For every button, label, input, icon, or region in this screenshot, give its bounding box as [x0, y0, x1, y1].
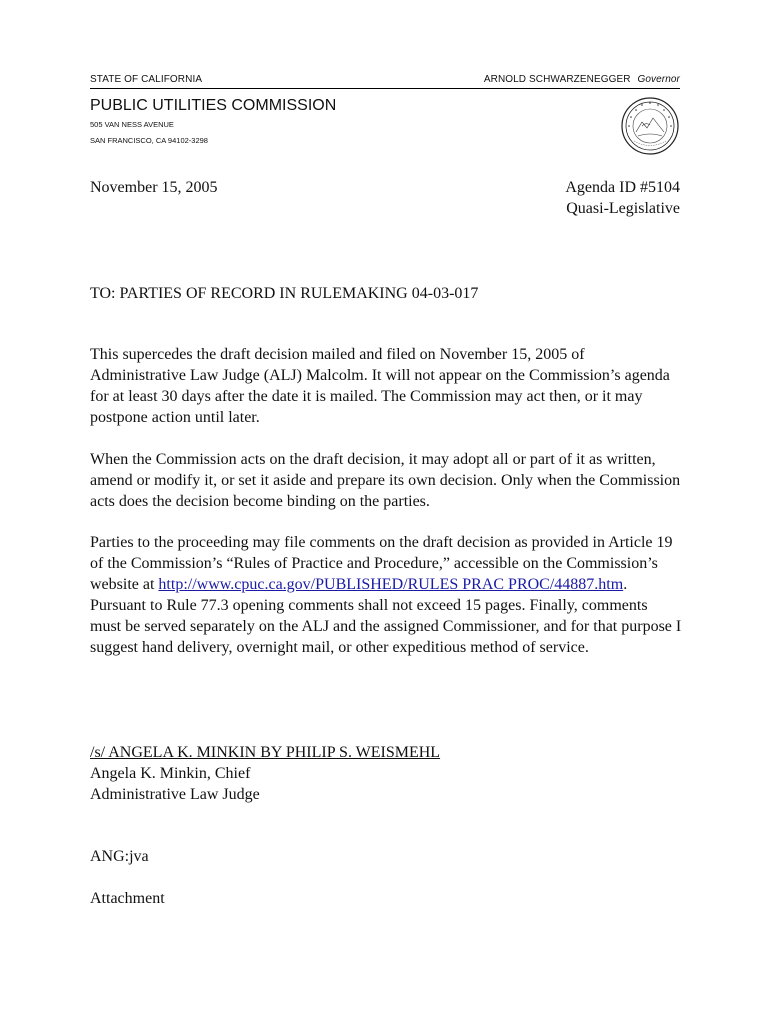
address-line-1: 505 VAN NESS AVENUE — [90, 120, 174, 129]
agenda-id: Agenda ID #5104 — [565, 179, 680, 196]
governor-name: ARNOLD SCHWARZENEGGER — [483, 74, 631, 85]
address-line-2: SAN FRANCISCO, CA 94102-3298 — [90, 136, 208, 145]
to-line: TO: PARTIES OF RECORD IN RULEMAKING 04-03-017 — [90, 285, 479, 302]
attachment-label: Attachment — [90, 890, 165, 907]
governor-line — [484, 74, 680, 85]
initials: ANG:jva — [90, 848, 149, 865]
letter-date: November 15, 2005 — [90, 179, 218, 196]
paragraph-1: This supercedes the draft decision mailed and filed on November 15, 2005 of Administrative Law Judge (ALJ) Malcolm. It will not appear on the Commission’s agenda for at least 30 days after the date it is mailed. The Commission may act then, or it may postpone action until later. — [90, 346, 670, 426]
signer-title: Administrative Law Judge — [90, 786, 260, 803]
state-label: STATE OF CALIFORNIA — [90, 74, 203, 85]
paragraph-3-text-a: Parties to the proceeding may file comments on the draft decision as provided in Article 19 of the Commission’s “Rules of Practice and Procedure,” accessible on the Commission’s website at — [90, 534, 673, 593]
proceeding-type: Quasi-Legislative — [566, 200, 680, 217]
governor-title: Governor — [637, 74, 680, 85]
paragraph-2: When the Commission acts on the draft decision, it may adopt all or part of it as written, amend or modify it, or set it aside and prepare its own decision. Only when the Commission acts does the decision become binding on the parties. — [90, 451, 681, 510]
rules-link[interactable]: http://www.cpuc.ca.gov/PUBLISHED/RULES PRAC PROC/44887.htm — [158, 576, 624, 593]
header-rule-top — [90, 88, 680, 89]
signature-line: /s/ ANGELA K. MINKIN BY PHILIP S. WEISMEHL — [90, 744, 441, 761]
paragraph-3-text-b: . Pursuant to Rule 77.3 opening comments shall not exceed 15 pages. Finally, comments must be served separately on the ALJ and the assigned Commissioner, and for that purpose I suggest hand delivery, overnight mail, or other expeditious method of service. — [90, 576, 682, 656]
signer-name: Angela K. Minkin, Chief — [90, 765, 251, 782]
agency-name: PUBLIC UTILITIES COMMISSION — [90, 97, 337, 114]
paragraph-3 — [90, 532, 682, 658]
state-seal-icon — [620, 96, 680, 156]
